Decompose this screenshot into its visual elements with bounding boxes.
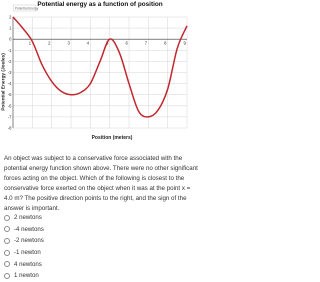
y-tick-label: 2 <box>9 14 12 20</box>
x-tick-label: 7 <box>144 40 148 46</box>
choice-label: 2 newtons <box>14 214 42 222</box>
y-tick-label: -8 <box>7 125 12 131</box>
x-tick-label: 3 <box>67 40 70 46</box>
potential-energy-chart <box>0 0 200 150</box>
chart-grid <box>13 17 187 128</box>
x-tick-label: 4 <box>86 40 90 46</box>
x-tick-label: 2 <box>48 40 51 46</box>
x-tick-label: 8 <box>164 40 167 46</box>
y-tick-label: -7 <box>7 114 12 120</box>
radio-button[interactable] <box>4 261 10 267</box>
choice-label: 1 newton <box>14 272 39 280</box>
chart-title: Potential energy as a function of position <box>37 1 163 8</box>
choice-option-6[interactable] <box>4 270 184 282</box>
x-axis-label: Position (meters) <box>91 135 133 141</box>
y-tick-label: -6 <box>7 103 12 109</box>
y-axis-label: Potential Energy (Joules) <box>1 53 7 111</box>
choice-label: -1 newton <box>14 249 41 257</box>
answer-choices <box>4 212 184 282</box>
choice-option-5[interactable] <box>4 258 184 270</box>
x-tick-label: 9 <box>183 40 186 46</box>
legend-label: Potential Energy <box>15 6 39 11</box>
x-tick-label: 6 <box>125 40 128 46</box>
y-tick-label: -2 <box>7 58 12 64</box>
choice-label: 4 newtons <box>14 260 42 268</box>
choice-option-4[interactable] <box>4 247 184 259</box>
choice-option-3[interactable] <box>4 235 184 247</box>
x-tick-label: 5 <box>106 40 109 46</box>
radio-button[interactable] <box>4 250 10 256</box>
y-tick-label: -3 <box>7 70 12 75</box>
question-text: An object was subject to a conservative force associated with the potential energy function shown above. There were no other significant forces acting on the object. Which of the following is closest to the conservative force exerted on the object when it was at the point x = 4.0 m? The positive direction points to the right, and the sign of the answer is important. <box>4 155 198 212</box>
x-tick-label: 1 <box>28 40 32 46</box>
choice-label: -2 newtons <box>14 237 44 245</box>
choice-option-2[interactable] <box>4 224 184 236</box>
potential-energy-curve <box>13 17 187 117</box>
choice-option-1[interactable] <box>4 212 184 224</box>
y-tick-label: -1 <box>7 47 12 53</box>
y-tick-label: -5 <box>7 92 12 98</box>
y-tick-label: 0 <box>9 36 12 42</box>
radio-button[interactable] <box>4 273 10 279</box>
y-tick-label: 1 <box>9 25 12 31</box>
radio-button[interactable] <box>4 215 10 221</box>
radio-button[interactable] <box>4 226 10 232</box>
y-tick-label: -4 <box>7 81 12 87</box>
radio-button[interactable] <box>4 238 10 244</box>
choice-label: -4 newtons <box>14 225 44 233</box>
